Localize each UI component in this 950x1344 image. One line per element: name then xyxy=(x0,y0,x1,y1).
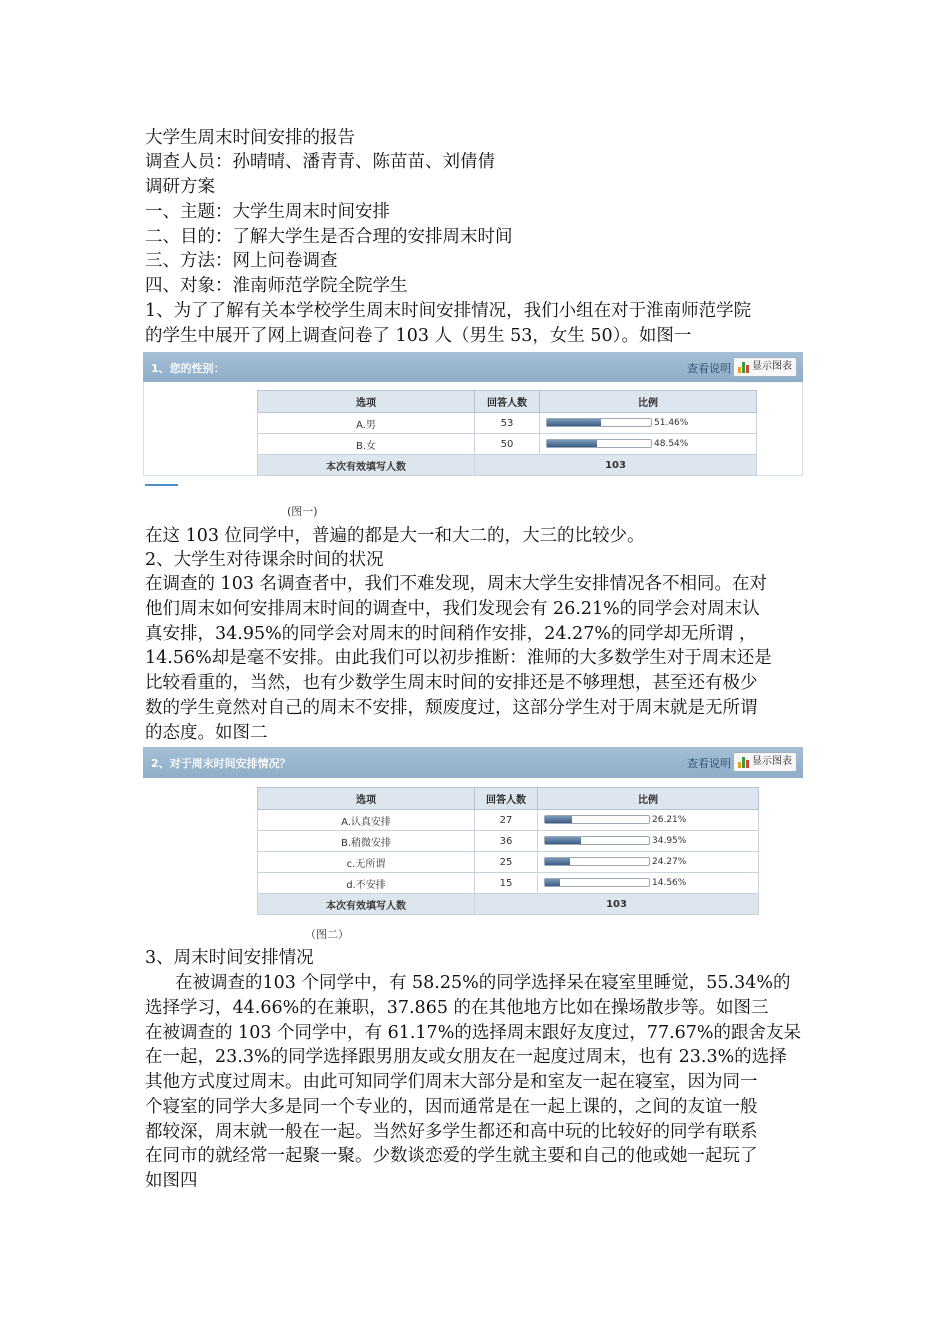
total-label: 本次有效填写人数 xyxy=(258,894,475,915)
count-cell: 53 xyxy=(475,413,540,434)
total-label: 本次有效填写人数 xyxy=(258,455,475,476)
ratio-percent: 14.56% xyxy=(652,877,687,888)
show-chart-label: 显示图表 xyxy=(752,756,792,767)
ratio-bar-fill xyxy=(545,858,570,865)
question-title: 2、对于周末时间安排情况？ xyxy=(151,757,291,770)
column-header-option: 选项 xyxy=(258,391,475,413)
table-row xyxy=(258,852,759,873)
section-3-paragraph-line: 个寝室的同学大多是同一个专业的，因而通常是在一起上课的，之间的友谊一般 xyxy=(145,1097,758,1117)
ratio-bar xyxy=(546,439,652,448)
bar-chart-icon xyxy=(738,362,749,373)
result-table xyxy=(257,390,757,476)
ratio-bar-fill xyxy=(547,419,601,426)
column-header-count: 回答人数 xyxy=(475,788,538,810)
ratio-percent: 26.21% xyxy=(652,814,687,825)
count-cell: 15 xyxy=(475,873,538,894)
table-row xyxy=(258,434,757,455)
section-3-paragraph-line: 都较深，周末就一般在一起。当然好多学生都还和高中玩的比较好的同学有联系 xyxy=(145,1122,758,1142)
topic-line: 一、主题：大学生周末时间安排 xyxy=(145,202,390,222)
result-table-area xyxy=(143,382,803,476)
count-cell: 36 xyxy=(475,831,538,852)
ratio-bar xyxy=(544,836,650,845)
bar-chart-icon xyxy=(738,757,749,768)
option-cell: B.女 xyxy=(258,434,475,455)
intro-line: 1、为了了解有关本学校学生周末时间安排情况，我们小组在对于淮南师范学院 xyxy=(145,301,752,321)
section-3-paragraph-line: 在一起，23.3%的同学选择跟男朋友或女朋友在一起度过周末，也有 23.3%的选择 xyxy=(145,1047,787,1067)
purpose-line: 二、目的：了解大学生是否合理的安排周末时间 xyxy=(145,227,513,247)
section-3-paragraph-line: 选择学习，44.66%的在兼职，37.865 的在其他地方比如在操场散步等。如图三 xyxy=(145,998,769,1018)
ratio-bar-fill xyxy=(545,816,572,823)
count-cell: 25 xyxy=(475,852,538,873)
show-chart-label: 显示图表 xyxy=(752,361,792,372)
column-header-option: 选项 xyxy=(258,788,475,810)
ratio-bar-fill xyxy=(547,440,597,447)
table-header-row xyxy=(258,391,757,413)
section-3-paragraph-line: 如图四 xyxy=(145,1171,198,1191)
subject-line: 四、对象：淮南师范学院全院学生 xyxy=(145,276,408,296)
table-row xyxy=(258,810,759,831)
question-title: 1、您的性别： xyxy=(151,362,225,375)
section-3-paragraph-line: 在被调查的103 个同学中，有 58.25%的同学选择呆在寝室里睡觉，55.34%的 xyxy=(175,973,791,993)
option-cell: B.稍微安排 xyxy=(258,831,475,852)
option-cell: c.无所谓 xyxy=(258,852,475,873)
ratio-bar-fill xyxy=(545,837,581,844)
ratio-percent: 34.95% xyxy=(652,835,687,846)
table-row xyxy=(258,413,757,434)
question-header xyxy=(143,747,803,778)
ratio-cell xyxy=(538,810,759,831)
show-chart-button[interactable] xyxy=(733,357,797,377)
table-row xyxy=(258,873,759,894)
section-2-paragraph-line: 比较看重的，当然，也有少数学生周末时间的安排还是不够理想，甚至还有极少 xyxy=(145,673,758,693)
report-title: 大学生周末时间安排的报告 xyxy=(145,128,355,148)
show-chart-button[interactable] xyxy=(733,752,797,772)
section-3-paragraph-line: 在被调查的 103 个同学中，有 61.17%的选择周末跟好友度过，77.67%的跟舍友呆 xyxy=(145,1023,802,1043)
divider-rule xyxy=(145,484,178,486)
ratio-bar-fill xyxy=(545,879,560,886)
section-2-paragraph-line: 数的学生竟然对自己的周末不安排，颓废度过，这部分学生对于周末就是无所谓 xyxy=(145,698,758,718)
survey-result-figure-1 xyxy=(143,352,803,476)
fig1-summary: 在这 103 位同学中，普遍的都是大一和大二的，大三的比较少。 xyxy=(145,526,645,546)
section-2-paragraph-line: 14.56%却是毫不安排。由此我们可以初步推断：淮师的大多数学生对于周末还是 xyxy=(145,648,772,668)
result-table xyxy=(257,787,759,915)
result-table-area xyxy=(143,778,803,923)
count-cell: 27 xyxy=(475,810,538,831)
section-2-paragraph-line: 他们周末如何安排周末时间的调查中，我们发现会有 26.21%的同学会对周末认 xyxy=(145,599,760,619)
count-cell: 50 xyxy=(475,434,540,455)
ratio-cell xyxy=(538,873,759,894)
figure-2-caption: （图二） xyxy=(305,928,349,941)
section-3-paragraph-line: 在同市的就经常一起聚一聚。少数谈恋爱的学生就主要和自己的他或她一起玩了 xyxy=(145,1146,758,1166)
figure-1-caption: (图一) xyxy=(287,505,318,518)
investigators-line: 调查人员：孙晴晴、潘青青、陈苗苗、刘倩倩 xyxy=(145,152,495,172)
ratio-cell xyxy=(540,413,757,434)
table-row xyxy=(258,831,759,852)
section-2-paragraph-line: 的态度。如图二 xyxy=(145,723,268,743)
ratio-bar xyxy=(546,418,652,427)
view-explanation-link[interactable]: 查看说明 xyxy=(687,362,731,375)
column-header-ratio: 比例 xyxy=(538,788,759,810)
ratio-cell xyxy=(540,434,757,455)
column-header-count: 回答人数 xyxy=(475,391,540,413)
survey-result-figure-2 xyxy=(143,747,803,923)
total-row xyxy=(258,894,759,915)
option-cell: A.认真安排 xyxy=(258,810,475,831)
ratio-bar xyxy=(544,857,650,866)
total-value: 103 xyxy=(475,894,759,915)
column-header-ratio: 比例 xyxy=(540,391,757,413)
section-3-paragraph-line: 其他方式度过周末。由此可知同学们周末大部分是和室友一起在寝室，因为同一 xyxy=(145,1072,758,1092)
ratio-bar xyxy=(544,815,650,824)
ratio-cell xyxy=(538,831,759,852)
ratio-cell xyxy=(538,852,759,873)
ratio-percent: 51.46% xyxy=(654,417,689,428)
option-cell: A.男 xyxy=(258,413,475,434)
total-value: 103 xyxy=(475,455,757,476)
section-2-paragraph-line: 在调查的 103 名调查者中，我们不难发现，周末大学生安排情况各不相同。在对 xyxy=(145,574,768,594)
option-cell: d.不安排 xyxy=(258,873,475,894)
view-explanation-link[interactable]: 查看说明 xyxy=(687,757,731,770)
section-3-heading: 3、周末时间安排情况 xyxy=(145,948,314,968)
section-2-heading: 2、大学生对待课余时间的状况 xyxy=(145,550,384,570)
total-row xyxy=(258,455,757,476)
ratio-percent: 48.54% xyxy=(654,438,689,449)
plan-heading: 调研方案 xyxy=(145,177,215,197)
question-header xyxy=(143,352,803,382)
ratio-percent: 24.27% xyxy=(652,856,687,867)
intro-line: 的学生中展开了网上调查问卷了 103 人（男生 53，女生 50）。如图一 xyxy=(145,326,692,346)
method-line: 三、方法：网上问卷调查 xyxy=(145,251,338,271)
table-header-row xyxy=(258,788,759,810)
section-2-paragraph-line: 真安排，34.95%的同学会对周末的时间稍作安排，24.27%的同学却无所谓 ， xyxy=(145,624,757,644)
ratio-bar xyxy=(544,878,650,887)
